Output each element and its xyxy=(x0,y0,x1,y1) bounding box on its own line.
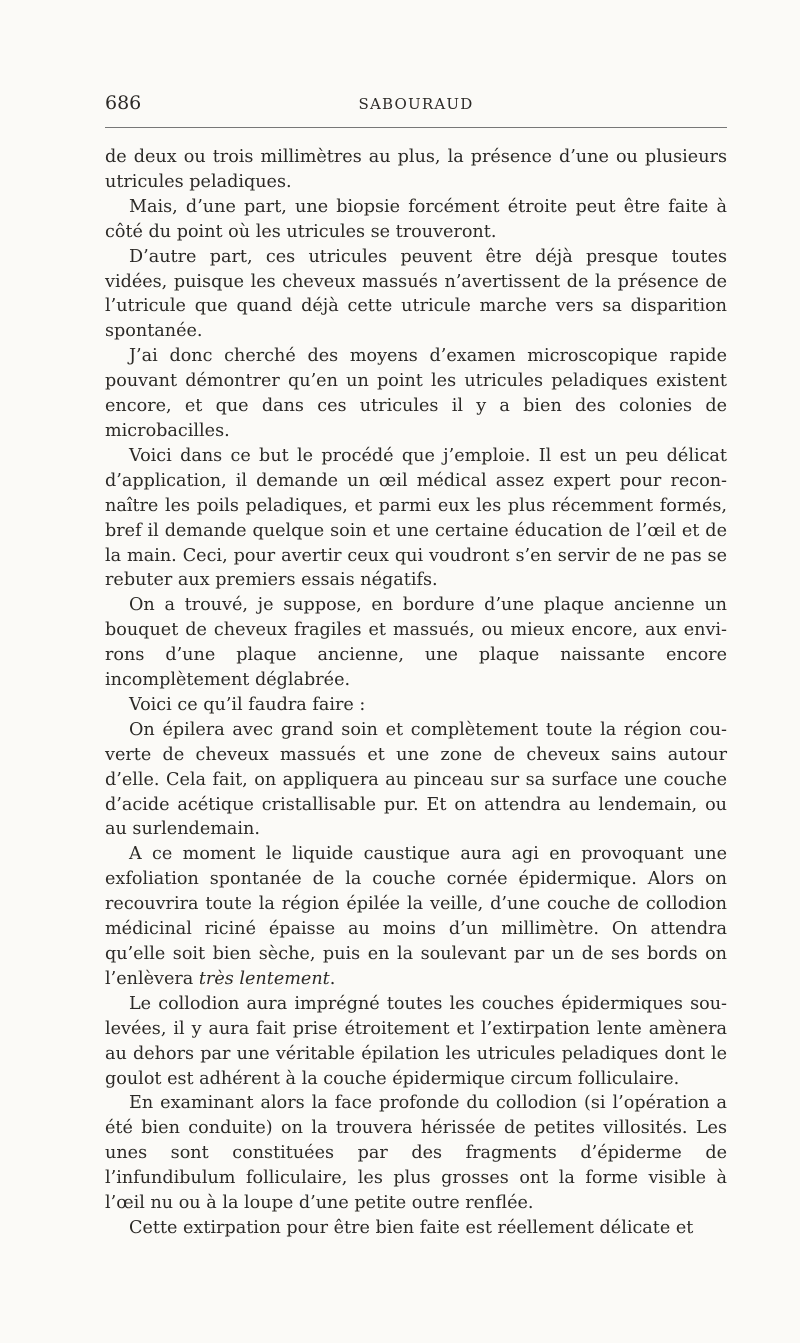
paragraph-2-text: Mais, d’une part, une biopsie forcément étroite peut être faite à côté du point où les utricules se trouveront. xyxy=(105,196,727,242)
paragraph-5 xyxy=(105,444,727,593)
paragraph-8-text: On épilera avec grand soin et complètement toute la région couverte de cheveux massués et une zone de cheveux sains autour d’elle. Cela fait, on appliquera au pinceau sur sa surface une couche d’acide acétique cristallisable pur. Et on attendra au lendemain, ou au surlendemain. xyxy=(105,719,727,840)
paragraph-7-text: Voici ce qu’il faudra faire : xyxy=(129,694,366,715)
paragraph-9 xyxy=(105,842,727,991)
paragraph-10 xyxy=(105,992,727,1092)
paragraph-11 xyxy=(105,1091,727,1216)
paragraph-1 xyxy=(105,145,727,195)
paragraph-12 xyxy=(105,1216,727,1241)
body-text xyxy=(105,145,727,1241)
paragraph-9-after: . xyxy=(329,968,336,989)
paragraph-6 xyxy=(105,593,727,693)
running-head: SABOURAUD xyxy=(358,95,474,113)
page-header xyxy=(105,92,727,116)
paragraph-9-emphasis: très lentement xyxy=(198,968,330,989)
paragraph-9-text: A ce moment le liquide caustique aura agi en provoquant une exfoliation spontanée de la couche cornée épidermique. Alors on recouvrira toute la région épilée la veille, d’une couche de collodion médicinal riciné épaisse au moins d’un millimètre. On attendra qu’elle soit bien sèche, puis en la soulevant par un de ses bords on l’enlèvera xyxy=(105,844,727,989)
paragraph-4 xyxy=(105,344,727,444)
page-number: 686 xyxy=(105,92,142,114)
paragraph-10-text: Le collodion aura imprégné toutes les couches épidermiques soulevées, il y aura fait prise étroitement et l’extirpation lente amènera au dehors par une véritable épilation les utricules peladiques dont le goulot est adhérent à la couche épidermique circum folliculaire. xyxy=(105,993,727,1089)
paragraph-3 xyxy=(105,245,727,345)
paragraph-12-text: Cette extirpation pour être bien faite est réellement délicate et xyxy=(129,1217,694,1238)
paragraph-2 xyxy=(105,195,727,245)
paragraph-1-text: de deux ou trois millimètres au plus, la présence d’une ou plusieurs utricules peladiques. xyxy=(105,147,727,192)
header-rule xyxy=(105,127,727,128)
paragraph-5-text: Voici dans ce but le procédé que j’emploie. Il est un peu délicat d’application, il demande un œil médical assez expert pour reconnaître les poils peladiques, et parmi eux les plus récemment formés, bref il demande quelque soin et une certaine éducation de l’œil et de la main. Ceci, pour avertir ceux qui voudront s’en servir de ne pas se rebuter aux premiers essais négatifs. xyxy=(105,445,727,591)
paragraph-7 xyxy=(105,693,727,718)
paragraph-6-text: On a trouvé, je suppose, en bordure d’une plaque ancienne un bouquet de cheveux fragiles et massués, ou mieux encore, aux environs d’une plaque ancienne, une plaque naissante encore incomplètement déglabrée. xyxy=(105,595,727,691)
paragraph-4-text: J’ai donc cherché des moyens d’examen microscopique rapide pouvant démontrer qu’en un point les utricules peladiques existent encore, et que dans ces utricules il y a bien des colonies de microbacilles. xyxy=(105,346,727,441)
paragraph-11-text: En examinant alors la face profonde du collodion (si l’opération a été bien conduite) on la trouvera hérissée de petites villosités. Les unes sont constituées par des fragments d’épiderme de l’infundibulum folliculaire, les plus grosses ont la forme visible à l’œil nu ou à la loupe d’une petite outre renflée. xyxy=(105,1093,727,1214)
paragraph-3-text: D’autre part, ces utricules peuvent être déjà presque toutes vidées, puisque les cheveux massués n’avertissent de la présence de l’utricule que quand déjà cette utricule marche vers sa disparition spontanée. xyxy=(105,246,727,342)
paragraph-8 xyxy=(105,718,727,843)
